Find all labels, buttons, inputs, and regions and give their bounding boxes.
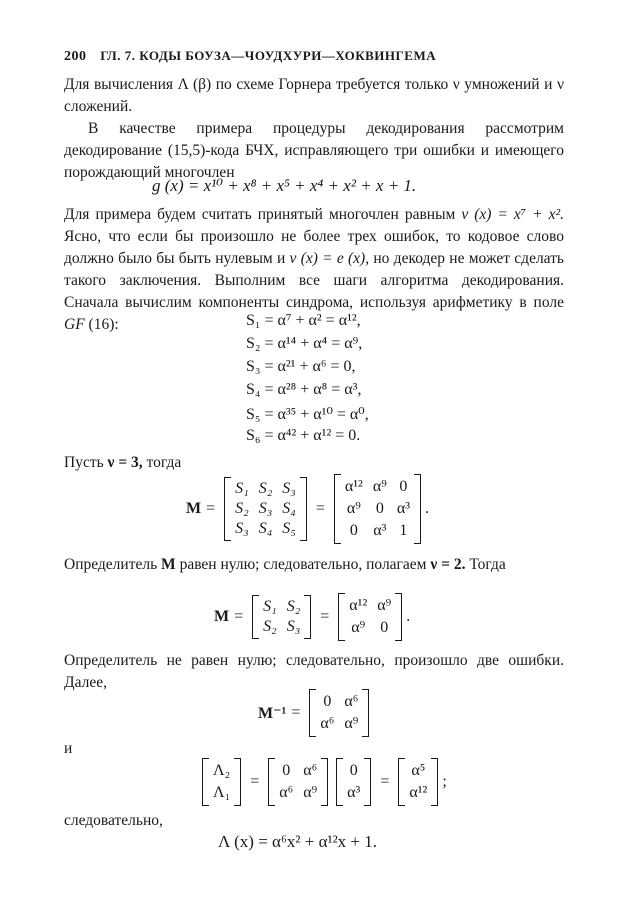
lambda-solution-equation: Λ₂ Λ₁ = 0 α⁶ α⁶ α⁹ 0 α³ = α⁵ α¹² ; [198,758,447,806]
matrix-equation-2x2: M = S₁ S₂ S₂ S₃ = α¹² α⁹ α⁹ 0 . [214,593,410,641]
page-number: 200 [64,49,87,64]
syndrome-matrix-3x3: S₁ S₂ S₃ S₂ S₃ S₄ S₃ S₄ S₅ [224,477,307,541]
syndrome-line: S₁ = α⁷ + α² = α¹², [246,312,361,329]
inverse-matrix-equation: M⁻¹ = 0 α⁶ α⁶ α⁹ [258,689,373,737]
error-locator-polynomial: Λ (x) = α⁶x² + α¹²x + 1. [218,832,378,851]
paragraph-received-polynomial: Для примера будем считать принятый многочлен равным v (x) = x⁷ + x². Ясно, что если бы произошло не более трех ошибок, то кодовое слово должно было бы быть нулевым и v (x) = e (x), но декодер не может сделать такого заключения. Выполним все шаги алгоритма декодирования. Сначала вычислим компоненты синдрома, используя арифметику в поле GF (16): [64,206,565,333]
nu-equals-3: ν = 3, [107,454,143,471]
paragraph-horner: Для вычисления Λ (β) по схеме Горнера требуется только ν умножений и ν сложений. [64,76,564,115]
paragraph-therefore: следовательно, [64,812,163,829]
running-header [64,48,436,65]
syndrome-list [246,312,369,450]
matrix-equation-3x3: M = S₁ S₂ S₃ S₂ S₃ S₄ S₃ S₄ S₅ = α¹² α⁹ 0 α⁹ 0 α³ 0 α³ 1 . [186,474,429,544]
syndrome-line: S₄ = α²⁸ + α⁸ = α³, [246,381,362,398]
generator-polynomial: g (x) = x¹⁰ + x⁸ + x⁵ + x⁴ + x² + x + 1. [152,176,417,195]
syndrome-line: S₂ = α¹⁴ + α⁴ = α⁹, [246,335,363,352]
received-polynomial: v (x) = x⁷ + x². [461,206,565,223]
result-vector: α⁵ α¹² [398,758,438,806]
inverse-matrix: 0 α⁶ α⁶ α⁹ [309,689,369,737]
syndrome-matrix-2x2: S₁ S₂ S₂ S₃ [252,595,311,639]
syndrome-line: S₆ = α⁴² + α¹² = 0. [246,427,361,444]
paragraph-determinant-zero: Определитель M равен нулю; следовательно, полагаем ν = 2. Тогда [64,556,506,573]
syndrome-line: S₃ = α²¹ + α⁶ = 0, [246,358,356,375]
nu-equals-2: ν = 2. [430,556,466,573]
paragraph-example-intro: В качестве примера процедуры декодирования рассмотрим декодирование (15,5)-кода БЧХ, исправляющего три ошибки и имеющего порождающий многочлен [64,120,564,181]
v-equals-e: v (x) = e (x), [289,250,370,267]
running-title: ГЛ. 7. КОДЫ БОУЗА—ЧОУДХУРИ—ХОКВИНГЕМА [100,48,437,63]
syndrome-line: S₅ = α³⁵ + α¹⁰ = α⁰, [246,406,369,423]
value-matrix-2x2: α¹² α⁹ α⁹ 0 [338,593,402,641]
inverse-matrix-copy: 0 α⁶ α⁶ α⁹ [268,758,328,806]
rhs-vector: 0 α³ [336,758,371,806]
field-gf: GF [64,316,85,333]
paragraph-determinant-nonzero: Определитель не равен нулю; следовательно, произошло две ошибки. Далее, [64,652,564,691]
value-matrix-3x3: α¹² α⁹ 0 α⁹ 0 α³ 0 α³ 1 [334,474,421,544]
paragraph-let-nu3: Пусть ν = 3, тогда [64,454,182,471]
lambda-vector: Λ₂ Λ₁ [202,758,241,806]
conjunction-and: и [64,740,73,757]
